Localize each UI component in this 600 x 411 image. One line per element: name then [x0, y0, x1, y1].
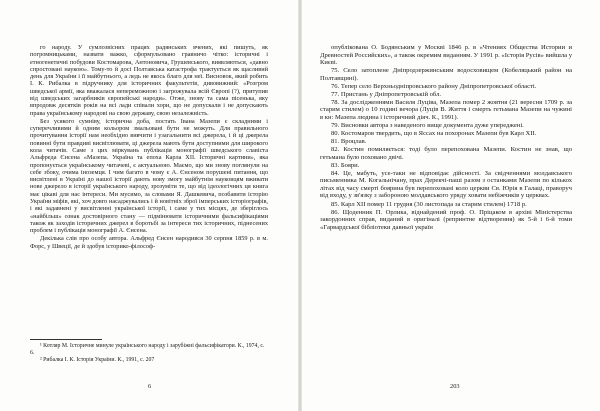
note-paragraph: 77. Пристань у Дніпропетровській обл. [331, 90, 442, 98]
note-paragraph: 78. За дослідженнями Василя Луціва, Мазепа помер 2 жовтня (21 вересня 1709 р. за старим стилем) о 10 годині вечора (Луців В. Життя і смерть гетьмана Мазепи на чужині в кн: Мазепа людина і історичний діяч. К., 1991). [320, 98, 572, 121]
page-number-right: 203 [450, 383, 460, 390]
footnote: ¹ Котляр М. Історичне минуле українського народу і зарубіжні фальсифікатори. К., 1974, с. 6. [30, 343, 265, 356]
note-paragraph: 84. Це, мабуть, усе-таки не відповідає дійсності. За свідченнями молдавського письменника М. Когальнічану, прах Дерекчі-пашi разом з останками Мазепи по кількох літах від часу смерті боярина був перепоховані коло церкви Св. Юрія в Галаці, праворуч від входу, у зв'язку з забороною молдавського уряду ховати небіжчиків у церквах. [320, 169, 572, 200]
note-paragraph: 81. Вроцлав. [331, 138, 367, 146]
note-paragraph: 86. Щоденник П. Орлика, віднайдений проф. О. Пріцаком в архіві Міністерства закордонних справ, виданий в оригіналі (репринтне відтворення) як 5-й і 6-й томи «Гарвардської бібліотеки давньої україн [320, 208, 572, 231]
footnotes [30, 343, 268, 364]
note-paragraph: 82. Костин помиляється: тоді було перепохована Мазепи. Костин не знав, що гетьмана було поховано двічі. [320, 146, 572, 161]
note-paragraph: опублікована О. Бодянським у Москві 1846 р. в «Чтениях Общества Истории и Древностей Российских», а також окремим виданням. У 1991 р. «Історія Русів» вийшла у Києві. [320, 44, 572, 66]
body-paragraph: го народу. У сумлозвісних працях радянських вчених, які пишуть, як погромницьками, назвати важко, сформульовано гравничо чітко: історичні і етногенетичні побудови Костомарова, Антоновича, Грушевського, виявляються, «давно спростовані наукою». Тому-то й досі Полтавська катастрофа трактується як щасливий день для України і її майбутнього, а ледь не якось благо для неї. Висновок, який робить І. К. Рибалка в підручнику для історичних факультетів, дивовижний: «Розгром шведської армії, яка вважалася непереможною і загрожувала всій Європі (?), притупив від шведських загарбників європейські народи». Отже, знову та сама пісенька, яку впродовж десятків років на всі лади співали хори, що не допускали і не допускають права українському народові на свою державу, свою незалежність. [30, 44, 268, 117]
note-paragraph: 85. Карл XII помер 11 грудня (30 листопада за старим стилем) 1718 р. [331, 200, 527, 208]
note-paragraph: 76. Тепер село Верхньодніпровського району Дніпропетровської області. [331, 82, 537, 90]
note-paragraph: 80. Костомаров твердить, що в Яссах на похоронах Мазепи був Карл XII. [331, 130, 537, 138]
note-paragraph: 79. Висновки автора з наведеного вище документа дуже упереджені. [331, 121, 524, 129]
note-paragraph: 75. Село затоплене Дніпродзержинським водосховищем (Кобеляцький район на Полтавщині). [320, 67, 572, 82]
body-paragraph: Без усякого сумніву, історична доба, постать Івана Мазепи є складними і суперечливими й одним кольором змальовані бути не можуть. Для правильного прочитування історії нам необхідно вивчити і узагальнити всі джерела, і й ці джерела повинні бути правдиві висвітлювати, ці джерела мають бути доступними для широкого кола читачів. Саме з цих міркувань публікація монографії шведського славіста Альфреда Єнсена «Мазепа. Україна та епоха Карла XII. Історичні картини», яка пропонується українському читачеві, є актуальною. Маємо, що ми знову поглянули на себе збоку, очима іноземця. І чим багато в чому є А. Єнсеном порушені питання, що висвітлені в Україні до нашої історії дають нову змогу майбутнім науковцям вживати нове джерело в історії українського народу, зрозуміти те, що від ідеологічних ця книга має цікаві для нас інтереси. Ми мусимо, за словами Я. Дашкевича, позбавити історію України міфів, які, хоч довго насаджувались і й новітніх зброї імперських історіографів, і які задавнені у висвітленні української історії, і саме у тих місцях, де зберіглось «найбільш» ознак достовірного стану — підмінювати історичними фальсифікаціями також як заходів історичних джерел в боротьбі за інтереси тих історичних, піднесених проблем і публікація монографії А. Єнсена. [30, 117, 268, 235]
right-page-body [320, 44, 572, 232]
right-page [300, 0, 600, 411]
note-paragraph: 83. Бояри. [331, 161, 360, 169]
body-paragraph: Декілька слів про особу автора. Альфред Єнсен народився 30 серпня 1859 р. в м. Форс, у Швеції, де й здобув історико-філософ- [30, 235, 268, 250]
left-page-body [30, 44, 268, 251]
footnote: ² Рибалка І. К. Історія України. К., 1991, с. 207 [40, 357, 155, 363]
footnote-divider [30, 339, 102, 340]
page-number-left: 6 [148, 383, 152, 390]
